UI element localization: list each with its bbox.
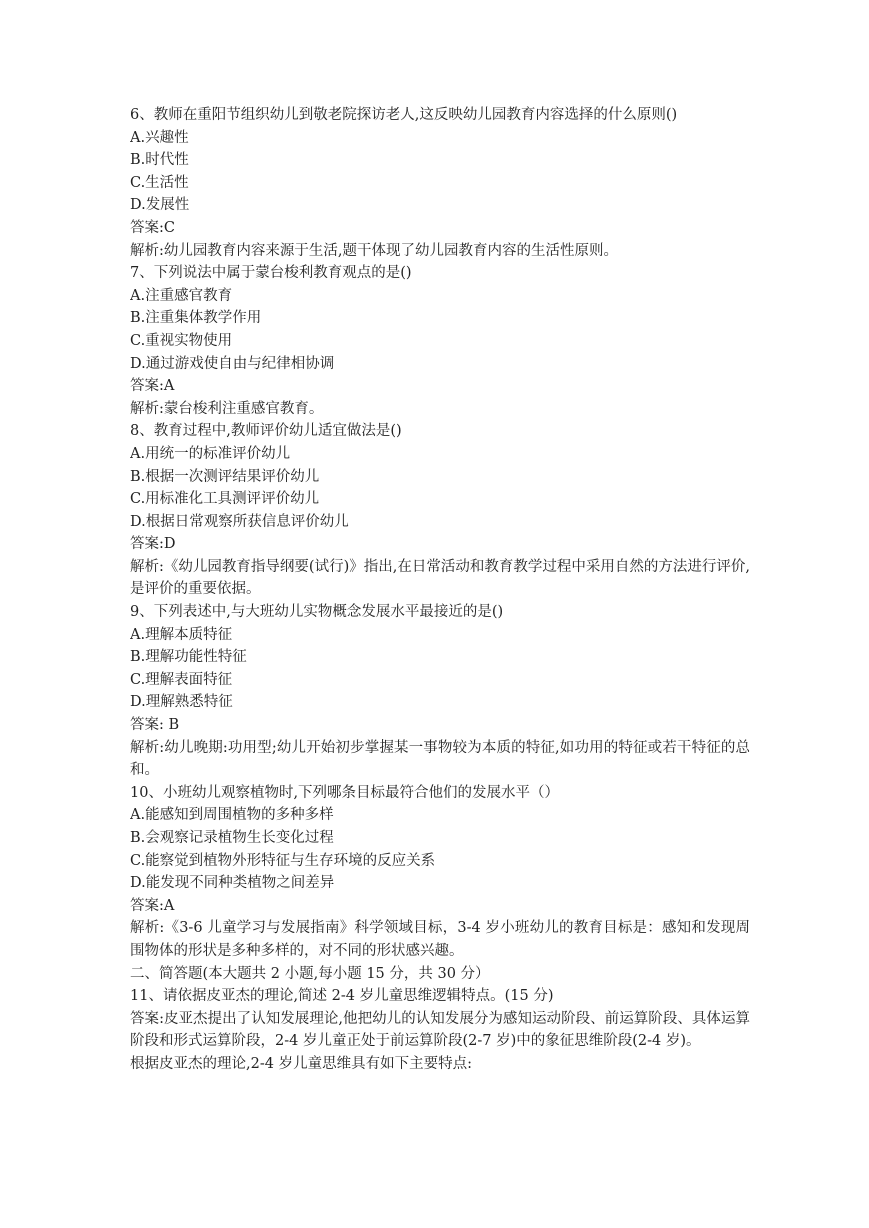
q11-answer: 答案:皮亚杰提出了认知发展理论,他把幼儿的认知发展分为感知运动阶段、前运算阶段、具体运算阶段和形式运算阶段，2-4 岁儿童正处于前运算阶段(2-7 岁)中的象征思维阶段(2-4 岁)。: [130, 1010, 750, 1050]
question-9: 9、下列表述中,与大班幼儿实物概念发展水平最接近的是(): [130, 604, 504, 621]
q8-answer: 答案:D: [130, 536, 176, 553]
q10-answer: 答案:A: [130, 897, 175, 914]
question-8: 8、教育过程中,教师评价幼儿适宜做法是(): [130, 423, 402, 440]
q9-option-a: A.理解本质特征: [130, 626, 233, 643]
question-10: 10、小班幼儿观察植物时,下列哪条目标最符合他们的发展水平（）: [130, 784, 560, 801]
q8-option-b: B.根据一次测评结果评价幼儿: [130, 468, 320, 485]
q10-explanation: 解析:《3-6 儿童学习与发展指南》科学领域目标，3-4 岁小班幼儿的教育目标是：感知和发现周围物体的形状是多种多样的，对不同的形状感兴趣。: [130, 920, 750, 959]
q6-option-c: C.生活性: [130, 174, 189, 191]
question-11: 11、请依据皮亚杰的理论,简述 2-4 岁儿童思维逻辑特点。(15 分): [130, 988, 554, 1005]
question-6: 6、教师在重阳节组织幼儿到敬老院探访老人,这反映幼儿园教育内容选择的什么原则(): [130, 107, 678, 123]
q9-option-b: B.理解功能性特征: [130, 649, 247, 666]
q7-option-c: C.重视实物使用: [130, 332, 233, 349]
q8-option-a: A.用统一的标准评价幼儿: [130, 445, 291, 462]
q11-answer-continued: 根据皮亚杰的理论,2-4 岁儿童思维具有如下主要特点:: [130, 1055, 472, 1072]
q9-option-c: C.理解表面特征: [130, 671, 233, 688]
q8-option-c: C.用标准化工具测评评价幼儿: [130, 491, 320, 508]
section-heading: 二、简答题(本大题共 2 小题,每小题 15 分，共 30 分）: [130, 965, 490, 982]
q6-option-b: B.时代性: [130, 152, 189, 169]
q7-explanation: 解析:蒙台梭利注重感官教育。: [130, 400, 324, 417]
q7-answer: 答案:A: [130, 378, 175, 395]
q8-explanation: 解析:《幼儿园教育指导纲要(试行)》指出,在日常活动和教育教学过程中采用自然的方法进行评价,是评价的重要依据。: [130, 558, 750, 598]
q10-option-a: A.能感知到周围植物的多种多样: [130, 807, 334, 824]
q10-option-d: D.能发现不同种类植物之间差异: [130, 875, 335, 892]
q6-answer: 答案:C: [130, 219, 175, 236]
q9-option-d: D.理解熟悉特征: [130, 694, 233, 711]
q10-option-c: C.能察觉到植物外形特征与生存环境的反应关系: [130, 852, 436, 869]
q9-explanation: 解析:幼儿晚期:功用型;幼儿开始初步掌握某一事物较为本质的特征,如功用的特征或若干特征的总和。: [130, 739, 750, 779]
q7-option-b: B.注重集体教学作用: [130, 310, 262, 327]
document-body: [130, 104, 750, 1076]
q10-option-b: B.会观察记录植物生长变化过程: [130, 830, 334, 846]
q6-option-d: D.发展性: [130, 197, 190, 214]
q9-answer: 答案: B: [130, 717, 180, 734]
q6-explanation: 解析:幼儿园教育内容来源于生活,题干体现了幼儿园教育内容的生活性原则。: [130, 242, 618, 259]
q6-option-a: A.兴趣性: [130, 129, 189, 146]
question-7: 7、下列说法中属于蒙台梭利教育观点的是(): [130, 265, 412, 282]
q8-option-d: D.根据日常观察所获信息评价幼儿: [130, 513, 349, 530]
q7-option-a: A.注重感官教育: [130, 287, 233, 304]
q7-option-d: D.通过游戏使自由与纪律相协调: [130, 355, 335, 372]
